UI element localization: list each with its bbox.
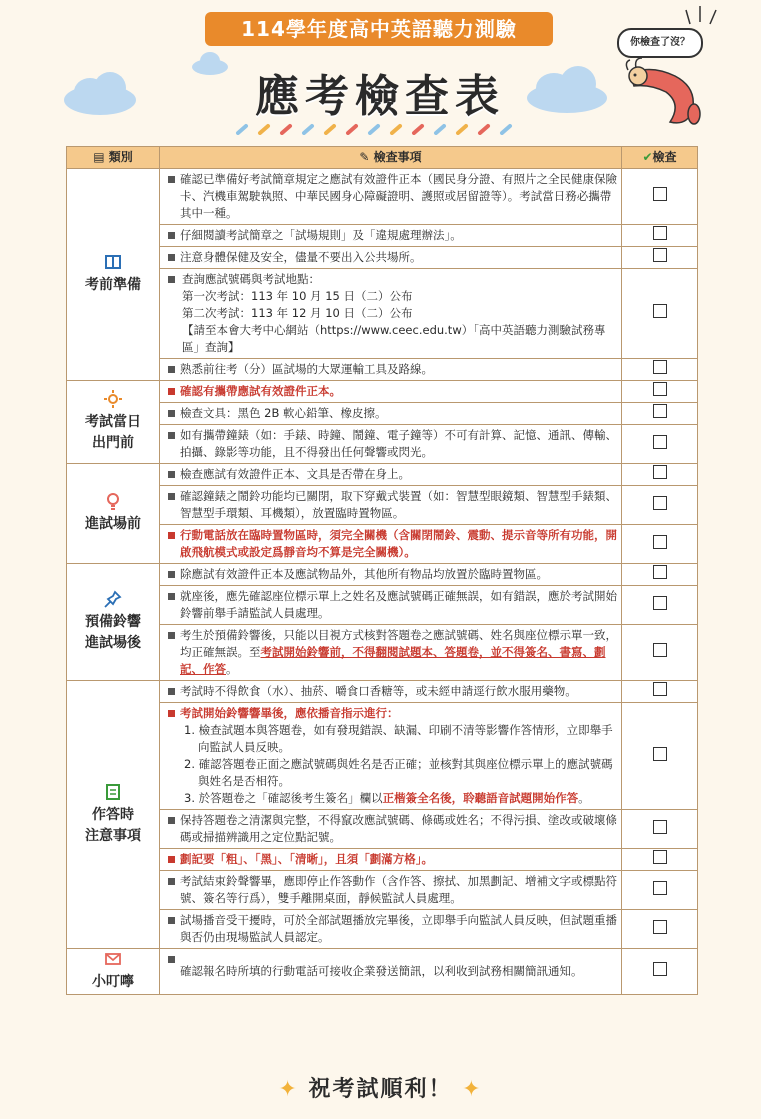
check-item: 確認報名時所填的行動電話可接收企業發送簡訊，以利收到試務相關簡訊通知。	[160, 949, 622, 995]
check-item: 除應試有效證件正本及應試物品外，其他所有物品均放置於臨時置物區。	[160, 564, 622, 586]
book-icon	[104, 253, 122, 271]
check-box[interactable]	[622, 486, 698, 525]
table-row	[67, 681, 698, 703]
checkbox-icon[interactable]	[653, 404, 667, 418]
table-header-row	[67, 147, 698, 169]
category-cell: 考前準備	[67, 169, 160, 381]
check-box[interactable]	[622, 359, 698, 381]
check-item: 試場播音受干擾時，可於全部試題播放完畢後，立即舉手向監試人員反映，但試題重播與否仍由現場監試人員認定。	[160, 910, 622, 949]
category-cell: 小叮嚀	[67, 949, 160, 995]
table-row	[67, 269, 698, 359]
checkbox-icon[interactable]	[653, 850, 667, 864]
item-line: 【請至本會大考中心網站（https://www.ceec.edu.tw）「高中英語聽力測驗試務專區」查詢】	[182, 323, 606, 354]
check-item: 行動電話放在臨時置物區時，須完全關機（含關閉鬧鈴、震動、提示音等所有功能，開啟飛航模式或設定爲靜音均不算是完全關機）。	[160, 525, 622, 564]
checkbox-icon[interactable]	[653, 881, 667, 895]
check-box[interactable]	[622, 425, 698, 464]
table-row	[67, 810, 698, 849]
sparkle-icon: ✦	[462, 1077, 483, 1102]
checkbox-icon[interactable]	[653, 304, 667, 318]
checkbox-icon[interactable]	[653, 382, 667, 396]
table-row	[67, 703, 698, 810]
exam-banner: 114學年度高中英語聽力測驗	[205, 12, 553, 46]
table-row	[67, 381, 698, 403]
check-box[interactable]	[622, 381, 698, 403]
check-item: 確認已準備好考試簡章規定之應試有效證件正本（國民身分證、有照片之全民健康保險卡、汽機車駕駛執照、中華民國身心障礙證明、護照或居留證等）。考試當日務必攜帶其中一種。	[160, 169, 622, 225]
pin-icon	[104, 590, 122, 608]
check-item: 檢查應試有效證件正本、文具是否帶在身上。	[160, 464, 622, 486]
category-cell: 預備鈴響 進試場後	[67, 564, 160, 681]
checkbox-icon[interactable]	[653, 535, 667, 549]
check-box[interactable]	[622, 949, 698, 995]
check-box[interactable]	[622, 403, 698, 425]
cloud-icon	[60, 68, 140, 118]
category-cell: 考試當日 出門前	[67, 381, 160, 464]
header-item: ✎ 檢查事項	[160, 147, 622, 169]
table-row	[67, 486, 698, 525]
check-box[interactable]	[622, 625, 698, 681]
checkbox-icon[interactable]	[653, 643, 667, 657]
check-box[interactable]	[622, 169, 698, 225]
check-item: 確認有攜帶應試有效證件正本。	[160, 381, 622, 403]
check-item: 就座後，應先確認座位標示單上之姓名及應試號碼正確無誤，如有錯誤，應於考試開始鈴響前舉手請監試人員處理。	[160, 586, 622, 625]
table-row	[67, 464, 698, 486]
check-box[interactable]	[622, 586, 698, 625]
item-line: 第一次考試：113 年 10 月 15 日（二）公布	[182, 289, 413, 303]
item-intro: 考試開始鈴響響畢後，應依播音指示進行：	[180, 706, 399, 720]
decorative-dashes	[230, 123, 530, 135]
category-cell: 作答時 注意事項	[67, 681, 160, 949]
item-line: 第二次考試：113 年 12 月 10 日（二）公布	[182, 306, 413, 320]
checkbox-icon[interactable]	[653, 360, 667, 374]
table-row	[67, 586, 698, 625]
checkmark-icon: ✔	[642, 150, 653, 164]
page-title: 應考檢查表	[255, 71, 505, 122]
checkbox-icon[interactable]	[653, 435, 667, 449]
check-item: 考試時不得飲食（水）、抽菸、嚼食口香糖等，或未經申請逕行飲水服用藥物。	[160, 681, 622, 703]
check-item: 保持答題卷之清潔與完整，不得竄改應試號碼、條碼或姓名；不得污損、塗改或破壞條碼或掃描辨識用之定位點記號。	[160, 810, 622, 849]
check-item: 考試結束鈴聲響畢，應即停止作答動作（含作答、擦拭、加黑劃記、增補文字或標點符號、簽名等行爲），雙手離開桌面，靜候監試人員處理。	[160, 871, 622, 910]
table-row	[67, 403, 698, 425]
check-item: 考生於預備鈴響後，只能以目視方式核對答題卷之應試號碼、姓名與座位標示單一致，均正確無誤。至考試開始鈴響前，不得翻閱試題本、答題卷，並不得簽名、書寫、劃記、作答。	[160, 625, 622, 681]
checkbox-icon[interactable]	[653, 962, 667, 976]
table-row	[67, 564, 698, 586]
motion-lines-icon	[684, 4, 724, 28]
page-header	[0, 0, 761, 145]
header-check: ✔檢查	[622, 147, 698, 169]
table-row	[67, 949, 698, 995]
item-step: 2. 確認答題卷正面之應試號碼與姓名是否正確；並核對其與座位標示單上的應試號碼與姓名是否相符。	[184, 757, 613, 788]
checkbox-icon[interactable]	[653, 187, 667, 201]
header-category: ▤ 類別	[67, 147, 160, 169]
item-line: 查詢應試號碼與考試地點：	[182, 272, 320, 286]
check-item: 劃記要「粗」、「黑」、「清晰」，且須「劃滿方格」。	[160, 849, 622, 871]
check-item: 如有攜帶鐘錶（如：手錶、時鐘、鬧鐘、電子鐘等）不可有計算、記憶、通訊、傳輸、拍攝、錄影等功能，且不得發出任何聲響或閃光。	[160, 425, 622, 464]
checkbox-icon[interactable]	[653, 565, 667, 579]
sun-icon	[104, 390, 122, 408]
check-item: 檢查文具：黑色 2B 軟心鉛筆、橡皮擦。	[160, 403, 622, 425]
table-row	[67, 849, 698, 871]
checkbox-icon[interactable]	[653, 248, 667, 262]
footer-message: ✦ 祝考試順利！ ✦	[278, 1077, 483, 1102]
check-box[interactable]	[622, 810, 698, 849]
checkbox-icon[interactable]	[653, 920, 667, 934]
checkbox-icon[interactable]	[653, 465, 667, 479]
check-box[interactable]	[622, 225, 698, 247]
check-box[interactable]	[622, 525, 698, 564]
checkbox-icon[interactable]	[653, 682, 667, 696]
speech-bubble: 你檢查了沒？	[617, 28, 703, 58]
envelope-icon	[104, 950, 122, 968]
table-row	[67, 525, 698, 564]
table-row	[67, 359, 698, 381]
check-box[interactable]	[622, 681, 698, 703]
category-cell: 進試場前	[67, 464, 160, 564]
table-row	[67, 425, 698, 464]
checkbox-icon[interactable]	[653, 496, 667, 510]
clipboard-icon: ▤	[93, 150, 105, 164]
checkbox-icon[interactable]	[653, 226, 667, 240]
check-box[interactable]	[622, 849, 698, 871]
check-box[interactable]	[622, 464, 698, 486]
check-box[interactable]	[622, 269, 698, 359]
table-row	[67, 871, 698, 910]
check-box[interactable]	[622, 910, 698, 949]
checkbox-icon[interactable]	[653, 596, 667, 610]
item-step: 1. 檢查試題本與答題卷，如有發現錯誤、缺漏、印刷不清等影響作答情形，立即舉手向監試人員反映。	[184, 723, 613, 754]
check-box[interactable]	[622, 703, 698, 810]
table-row	[67, 247, 698, 269]
checkbox-icon[interactable]	[653, 820, 667, 834]
shrimp-mascot-icon	[620, 54, 710, 134]
notepad-icon	[104, 783, 122, 801]
check-box[interactable]	[622, 247, 698, 269]
check-item: 確認鐘錶之鬧鈴功能均已關閉，取下穿戴式裝置（如：智慧型眼鏡類、智慧型手錶類、智慧型手環類、耳機類），放置臨時置物區。	[160, 486, 622, 525]
check-item: 仔細閱讀考試簡章之「試場規則」及「違規處理辦法」。	[160, 225, 622, 247]
checklist-table	[66, 146, 698, 995]
lightbulb-icon	[104, 492, 122, 510]
check-box[interactable]	[622, 871, 698, 910]
table-row	[67, 169, 698, 225]
check-item: 注意身體保健及安全，儘量不要出入公共場所。	[160, 247, 622, 269]
check-box[interactable]	[622, 564, 698, 586]
check-item: 熟悉前往考（分）區試場的大眾運輸工具及路線。	[160, 359, 622, 381]
check-item	[160, 269, 622, 359]
check-item	[160, 703, 622, 810]
pencil-icon: ✎	[359, 150, 370, 164]
sparkle-icon: ✦	[278, 1077, 299, 1102]
table-row	[67, 225, 698, 247]
checkbox-icon[interactable]	[653, 747, 667, 761]
item-step: 3. 於答題卷之「確認後考生簽名」欄以正楷簽全名後，聆聽語音試題開始作答。	[184, 791, 590, 805]
table-row	[67, 910, 698, 949]
table-row	[67, 625, 698, 681]
